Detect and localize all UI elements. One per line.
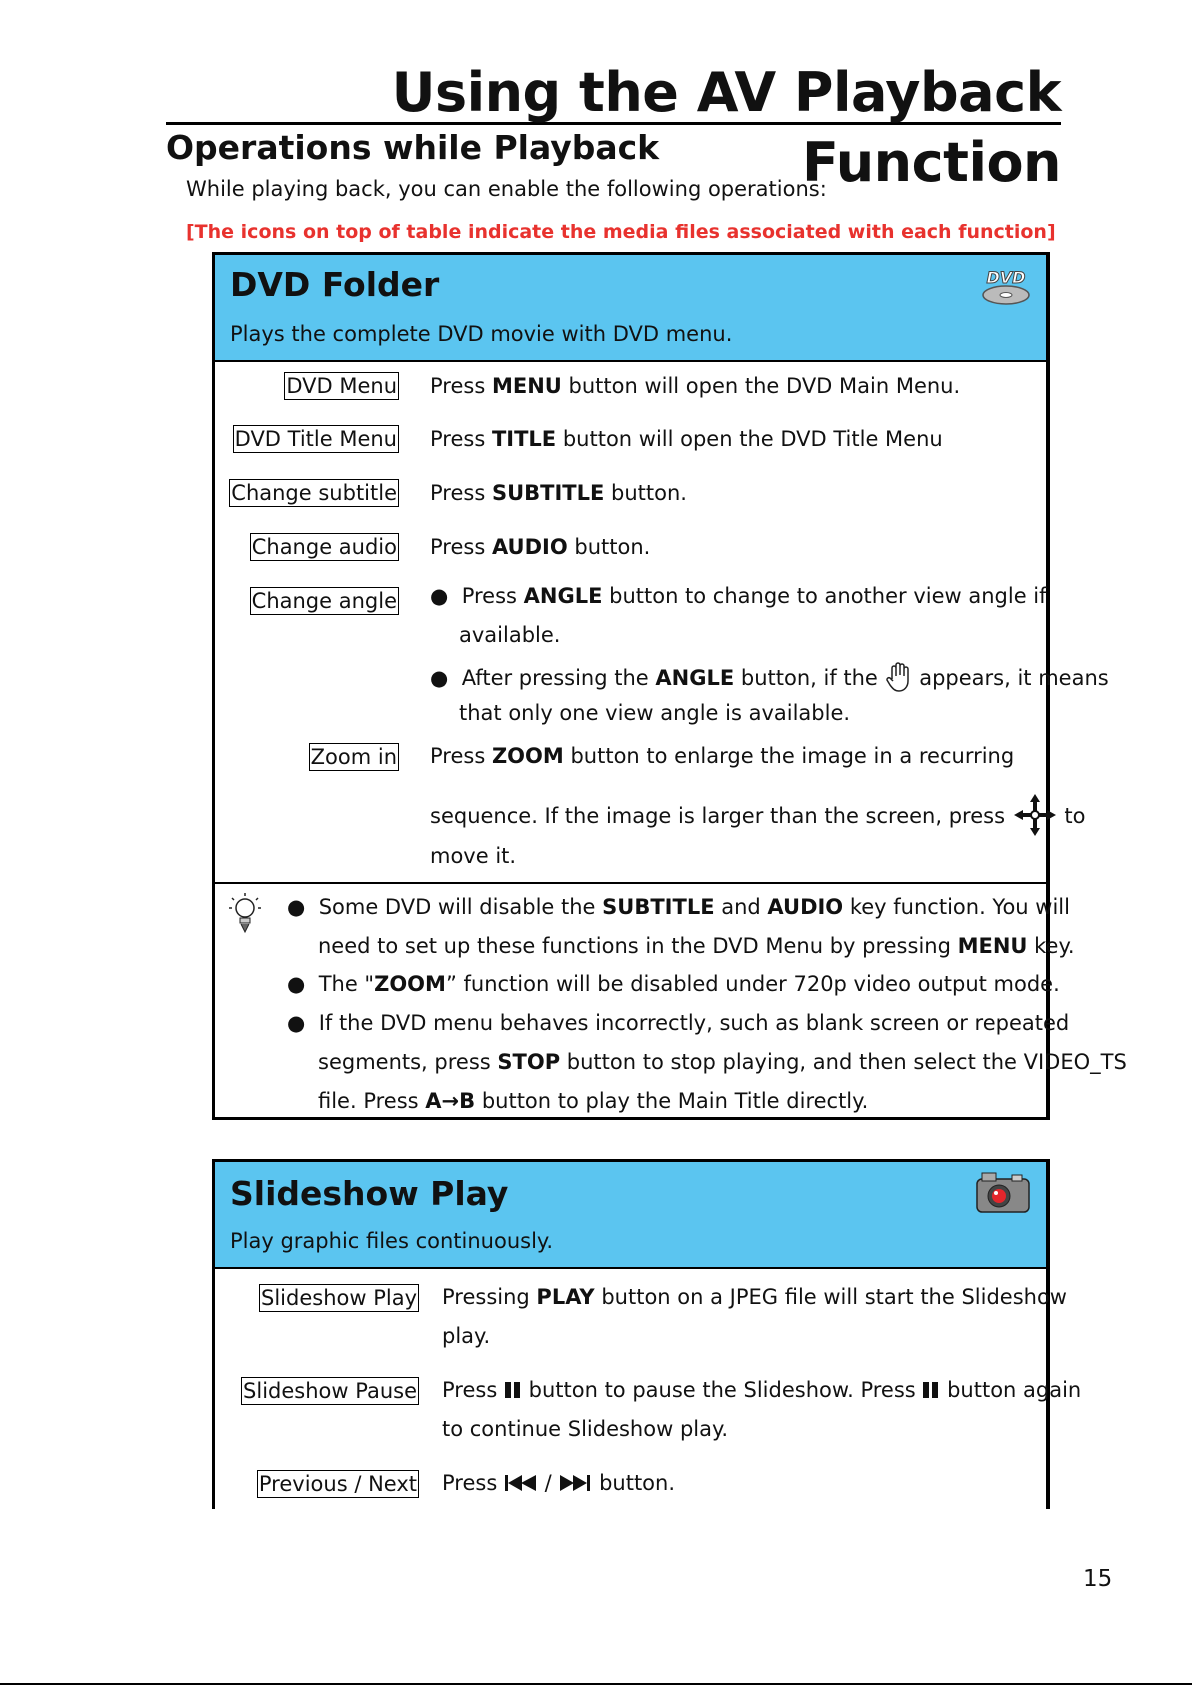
pause-icon — [504, 1379, 522, 1397]
tip-1: ● Some DVD will disable the SUBTITLE and AUDIO key function. You will — [287, 895, 1070, 919]
section-heading: Operations while Playback — [166, 128, 660, 167]
dvd-title-menu-text: Press TITLE button will open the DVD Title Menu — [430, 427, 943, 451]
icons-note: [The icons on top of table indicate the media files associated with each function] — [186, 221, 1056, 243]
slideshow-table — [212, 1159, 1082, 1509]
dvd-folder-title: DVD Folder — [230, 265, 440, 304]
slideshow-pause-text: Press button to pause the Slideshow. Press button again — [442, 1378, 1082, 1402]
change-audio-label: Change audio — [251, 535, 397, 559]
hand-icon — [885, 661, 913, 693]
change-subtitle-text: Press SUBTITLE button. — [430, 481, 687, 505]
change-angle-label: Change angle — [251, 589, 397, 613]
angle-bullet-2: ● After pressing the ANGLE button, if the appears, it means — [430, 661, 1109, 693]
change-subtitle-label: Change subtitle — [231, 481, 397, 505]
angle-bullet-1: ● Press ANGLE button to change to another view angle if — [430, 584, 1047, 608]
intro-text: While playing back, you can enable the following operations: — [186, 177, 827, 201]
slideshow-pause-cont: to continue Slideshow play. — [442, 1417, 729, 1441]
dvd-menu-label: DVD Menu — [286, 374, 397, 398]
tip-1-cont: need to set up these functions in the DVD Menu by pressing MENU key. — [318, 934, 1075, 958]
direction-arrows-icon — [1012, 793, 1058, 837]
change-audio-text: Press AUDIO button. — [430, 535, 651, 559]
page-title: Using the AV Playback Function — [166, 58, 1061, 125]
zoom-line-3: move it. — [430, 844, 517, 868]
zoom-in-label: Zoom in — [310, 745, 397, 769]
tip-3-line-2: segments, press STOP button to stop playing, and then select the VIDEO_TS — [318, 1050, 1127, 1074]
slideshow-play-label: Slideshow Play — [261, 1286, 417, 1310]
camera-icon — [974, 1168, 1032, 1220]
slideshow-header — [215, 1162, 1046, 1269]
tip-3-line-3: file. Press A→B button to play the Main Title directly. — [318, 1089, 869, 1113]
slideshow-play-cont: play. — [442, 1324, 491, 1348]
skip-next-icon — [558, 1472, 592, 1490]
dvd-folder-table — [212, 252, 1127, 1120]
slideshow-title: Slideshow Play — [230, 1174, 509, 1213]
zoom-line-1: Press ZOOM button to enlarge the image in a recurring — [430, 744, 1015, 768]
dvd-menu-text: Press MENU button will open the DVD Main Menu. — [430, 374, 961, 398]
skip-previous-icon — [504, 1472, 538, 1490]
angle-bullet-1-cont: available. — [459, 623, 561, 647]
pause-icon — [922, 1379, 940, 1397]
tip-3: ● If the DVD menu behaves incorrectly, such as blank screen or repeated — [287, 1011, 1070, 1035]
previous-next-label: Previous / Next — [258, 1472, 417, 1496]
dvd-folder-description: Plays the complete DVD movie with DVD menu. — [230, 322, 733, 346]
slideshow-pause-label: Slideshow Pause — [243, 1379, 417, 1403]
dvd-disc-icon — [980, 265, 1032, 311]
angle-bullet-2-cont: that only one view angle is available. — [459, 701, 851, 725]
page-number: 15 — [1083, 1566, 1113, 1592]
slideshow-play-text: Pressing PLAY button on a JPEG file will start the Slideshow — [442, 1285, 1067, 1309]
svg-text:DVD: DVD — [986, 268, 1026, 287]
previous-next-text: Press / button. — [442, 1471, 676, 1495]
tip-bulb-icon — [227, 892, 263, 940]
dvd-title-menu-label: DVD Title Menu — [234, 427, 397, 451]
dvd-folder-header — [215, 255, 1046, 362]
tip-2: ● The "ZOOM” function will be disabled under 720p video output mode. — [287, 972, 1060, 996]
slideshow-description: Play graphic files continuously. — [230, 1229, 554, 1253]
tips-section — [215, 882, 1127, 1114]
zoom-line-2: sequence. If the image is larger than the screen, press to — [430, 793, 1085, 837]
